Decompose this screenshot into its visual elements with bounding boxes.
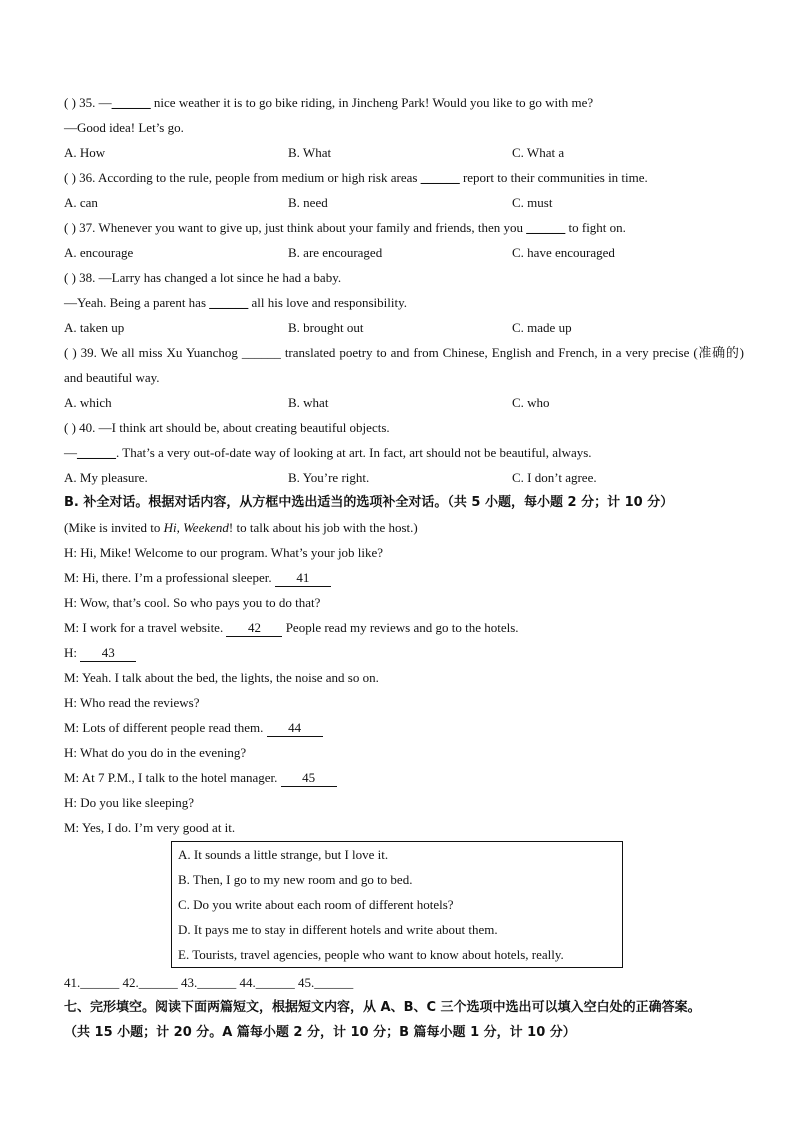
answer-blank: ______: [209, 295, 249, 310]
option-c: C. who: [512, 395, 550, 410]
question-40-reply: —______. That’s a very out-of-date way of looking at art. In fact, art should not be beautiful, always.: [64, 440, 744, 465]
option-a: A. encourage: [64, 245, 134, 260]
dialogue-line: H: Hi, Mike! Welcome to our program. What’s your job like?: [64, 545, 384, 560]
question-35-options: [64, 140, 744, 165]
answer-blanks-line: 41.______ 42.______ 43.______ 44.______ 45.______: [64, 975, 354, 990]
section-7-title: 七、完形填空。阅读下面两篇短文，根据短文内容，从 A、B、C 三个选项中选出可以填入空白处的正确答案。: [64, 1000, 701, 1015]
question-36-options: [64, 190, 744, 215]
box-option-c: C. Do you write about each room of different hotels?: [178, 897, 454, 912]
question-37: ( ) 37. Whenever you want to give up, just think about your family and friends, then you ______ to fight on.: [64, 215, 744, 240]
option-c: C. must: [512, 195, 553, 210]
option-a: A. How: [64, 145, 106, 160]
box-option-a: A. It sounds a little strange, but I love it.: [178, 847, 389, 862]
question-38-reply: —Yeah. Being a parent has ______ all his love and responsibility.: [64, 290, 744, 315]
question-39: ( ) 39. We all miss Xu Yuanchog ______ translated poetry to and from Chinese, English and French, in a very precise (准确的) and beautiful way.: [64, 345, 744, 385]
question-38: ( ) 38. —Larry has changed a lot since he had a baby.: [64, 270, 342, 285]
option-a: A. can: [64, 195, 98, 210]
blank-43[interactable]: 43: [80, 645, 136, 662]
answer-blank: ______: [77, 445, 116, 460]
blank-42[interactable]: 42: [226, 620, 282, 637]
blank-45[interactable]: 45: [281, 770, 337, 787]
exam-page: [64, 90, 744, 1045]
section-b-title: B. 补全对话。根据对话内容，从方框中选出适当的选项补全对话。（共 5 小题，每小题 2 分；计 10 分）: [64, 495, 674, 510]
question-35: ( ) 35. —______ nice weather it is to go bike riding, in Jincheng Park! Would you like to go with me?: [64, 90, 744, 115]
dialogue-line: H: 43: [64, 640, 744, 665]
option-b: B. what: [288, 395, 329, 410]
option-c: C. What a: [512, 145, 565, 160]
dialogue-line: M: I work for a travel website. 42 People read my reviews and go to the hotels.: [64, 620, 519, 635]
dialogue-line: H: Wow, that’s cool. So who pays you to do that?: [64, 595, 321, 610]
option-c: C. I don’t agree.: [512, 470, 597, 485]
question-39-options: [64, 390, 744, 415]
blank-41[interactable]: 41: [275, 570, 331, 587]
dialogue-line: H: Who read the reviews?: [64, 695, 200, 710]
option-b: B. are encouraged: [288, 245, 383, 260]
question-38-options: [64, 315, 744, 340]
section-7-scoring: （共 15 小题；计 20 分。A 篇每小题 2 分，计 10 分；B 篇每小题 1 分，计 10 分）: [64, 1025, 576, 1040]
blank-44[interactable]: 44: [267, 720, 323, 737]
dialogue-line: H: What do you do in the evening?: [64, 745, 247, 760]
box-option-d: D. It pays me to stay in different hotels and write about them.: [178, 922, 498, 937]
option-b: B. You’re right.: [288, 470, 370, 485]
section-b-intro: (Mike is invited to Hi, Weekend! to talk about his job with the host.): [64, 520, 418, 535]
option-b: B. What: [288, 145, 332, 160]
box-option-b: B. Then, I go to my new room and go to bed.: [178, 872, 413, 887]
option-a: A. My pleasure.: [64, 470, 148, 485]
question-36: ( ) 36. According to the rule, people from medium or high risk areas ______ report to their communities in time.: [64, 165, 744, 190]
box-option-e: E. Tourists, travel agencies, people who want to know about hotels, really.: [178, 947, 564, 962]
option-b: B. brought out: [288, 320, 364, 335]
dialogue-line: H: Do you like sleeping?: [64, 795, 194, 810]
question-37-options: [64, 240, 744, 265]
option-c: C. made up: [512, 320, 572, 335]
show-name: Hi, Weekend: [163, 520, 229, 535]
dialogue-line: M: Hi, there. I’m a professional sleeper. 41: [64, 565, 744, 590]
answer-blank: ______: [526, 220, 566, 235]
answer-blank: ______: [420, 170, 460, 185]
option-a: A. which: [64, 395, 112, 410]
dialogue-line: M: At 7 P.M., I talk to the hotel manager. 45: [64, 765, 744, 790]
dialogue: [64, 540, 744, 840]
question-40-options: [64, 465, 744, 490]
question-40: ( ) 40. —I think art should be, about creating beautiful objects.: [64, 420, 390, 435]
dialogue-line: M: Yeah. I talk about the bed, the lights, the noise and so on.: [64, 670, 379, 685]
option-b: B. need: [288, 195, 328, 210]
dialogue-line: M: Lots of different people read them. 44: [64, 715, 744, 740]
answer-blank: ______: [111, 95, 151, 110]
dialogue-line: M: Yes, I do. I’m very good at it.: [64, 820, 236, 835]
option-a: A. taken up: [64, 320, 125, 335]
option-c: C. have encouraged: [512, 245, 615, 260]
options-box: [171, 841, 623, 968]
question-35-reply: —Good idea! Let’s go.: [64, 120, 184, 135]
